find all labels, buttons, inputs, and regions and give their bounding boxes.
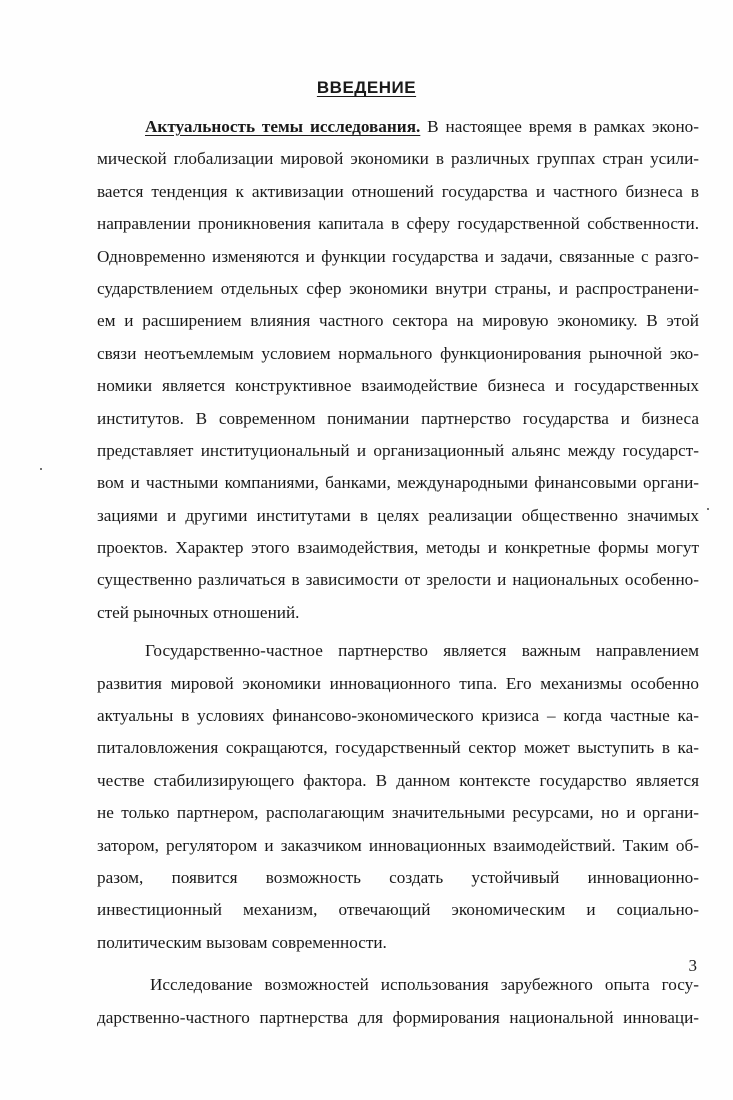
text-line: разом, появится возможность создать устойчивый инновационно- bbox=[97, 867, 699, 887]
text-line: Актуальность темы исследования. В настоящее время в рамках эконо- bbox=[145, 117, 699, 136]
text-line: зациями и другими институтами в целях реализации общественно значимых bbox=[97, 505, 699, 525]
text-line: не только партнером, располагающим значительными ресурсами, но и органи- bbox=[97, 803, 699, 823]
text-line: существенно различаться в зависимости от зрелости и национальных особенно- bbox=[97, 570, 699, 590]
text-line: инвестиционный механизм, отвечающий экономическим и социально- bbox=[97, 900, 699, 920]
scan-speck bbox=[40, 468, 42, 470]
text-line: сударствлением отдельных сфер экономики внутри страны, и распространени- bbox=[97, 278, 699, 298]
text-line: Одновременно изменяются и функции государства и задачи, связанные с разго- bbox=[97, 246, 699, 266]
text-line: представляет институциональный и организационный альянс между государст- bbox=[97, 440, 699, 460]
text-line: мической глобализации мировой экономики в различных группах стран усили- bbox=[97, 149, 699, 169]
scan-speck bbox=[707, 508, 709, 510]
text-line: Исследование возможностей использования зарубежного опыта госу- bbox=[150, 975, 699, 995]
paragraph-1 bbox=[97, 111, 699, 629]
text-line: актуальны в условиях финансово-экономического кризиса – когда частные ка- bbox=[97, 706, 699, 726]
text-line: честве стабилизирующего фактора. В данном контексте государство является bbox=[97, 770, 699, 790]
text-line: вается тенденция к активизации отношений государства и частного бизнеса в bbox=[97, 181, 699, 201]
paragraph-2 bbox=[97, 635, 699, 959]
heading-text: ВВЕДЕНИЕ bbox=[316, 78, 417, 97]
body-text bbox=[97, 111, 699, 1034]
text-line: развития мировой экономики инновационного типа. Его механизмы особенно bbox=[97, 673, 699, 693]
text-line: вом и частными компаниями, банками, международными финансовыми органи- bbox=[97, 473, 699, 493]
section-heading bbox=[0, 78, 733, 98]
text-line: проектов. Характер этого взаимодействия, методы и конкретные формы могут bbox=[97, 538, 699, 558]
text-line: номики является конструктивное взаимодействие бизнеса и государственных bbox=[97, 376, 699, 396]
text-line: институтов. В современном понимании партнерство государства и бизнеса bbox=[97, 408, 699, 428]
text-line: ем и расширением влияния частного сектора на мировую экономику. В этой bbox=[97, 311, 699, 331]
text-line: стей рыночных отношений. bbox=[97, 602, 300, 622]
text-line: затором, регулятором и заказчиком инновационных взаимодействий. Таким об- bbox=[97, 835, 699, 855]
text-line: связи неотъемлемым условием нормального функционирования рыночной эко- bbox=[97, 343, 699, 363]
text-line: Государственно-частное партнерство является важным направлением bbox=[145, 641, 699, 661]
text-line: политическим вызовам современности. bbox=[97, 932, 387, 952]
topic-label: Актуальность темы исследования. bbox=[145, 117, 421, 136]
page-number: 3 bbox=[688, 956, 697, 975]
text-line: питаловложения сокращаются, государственный сектор может выступить в ка- bbox=[97, 738, 699, 758]
paragraph-3 bbox=[97, 969, 699, 1034]
text-line: направлении проникновения капитала в сферу государственной собственности. bbox=[97, 214, 699, 234]
text-line: дарственно-частного партнерства для формирования национальной инноваци- bbox=[97, 1007, 699, 1027]
